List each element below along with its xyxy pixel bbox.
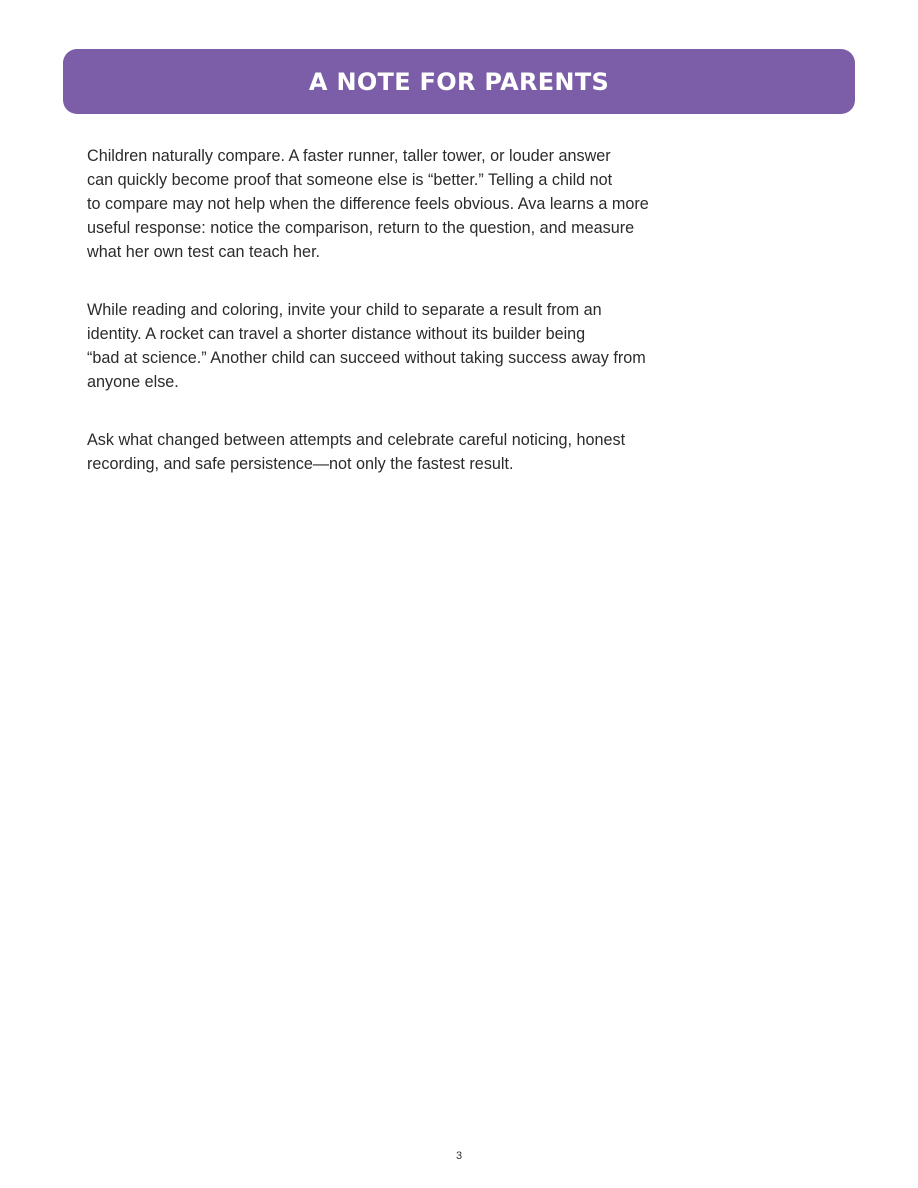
paragraph-intro — [87, 144, 727, 264]
text-line: useful response: notice the comparison, return to the question, and measure — [87, 219, 635, 237]
text-line: can quickly become proof that someone else is “better.” Telling a child not — [87, 171, 613, 189]
paragraph-ask — [87, 428, 727, 476]
text-line: recording, and safe persistence—not only the fastest result. — [87, 455, 514, 473]
page-number: 3 — [455, 1150, 463, 1162]
text-line: Children naturally compare. A faster runner, taller tower, or louder answer — [87, 147, 611, 165]
body-text — [87, 144, 727, 510]
page-title: A NOTE FOR PARENTS — [308, 67, 610, 96]
text-line: “bad at science.” Another child can succeed without taking success away from — [87, 349, 646, 367]
text-line: While reading and coloring, invite your child to separate a result from an — [87, 301, 602, 319]
paragraph-reading-coloring — [87, 298, 727, 394]
text-line: to compare may not help when the difference feels obvious. Ava learns a more — [87, 195, 649, 213]
text-line: Ask what changed between attempts and celebrate careful noticing, honest — [87, 431, 626, 449]
header-banner — [63, 49, 855, 114]
text-line: identity. A rocket can travel a shorter distance without its builder being — [87, 325, 586, 343]
text-line: anyone else. — [87, 373, 179, 391]
text-line: what her own test can teach her. — [87, 243, 321, 261]
